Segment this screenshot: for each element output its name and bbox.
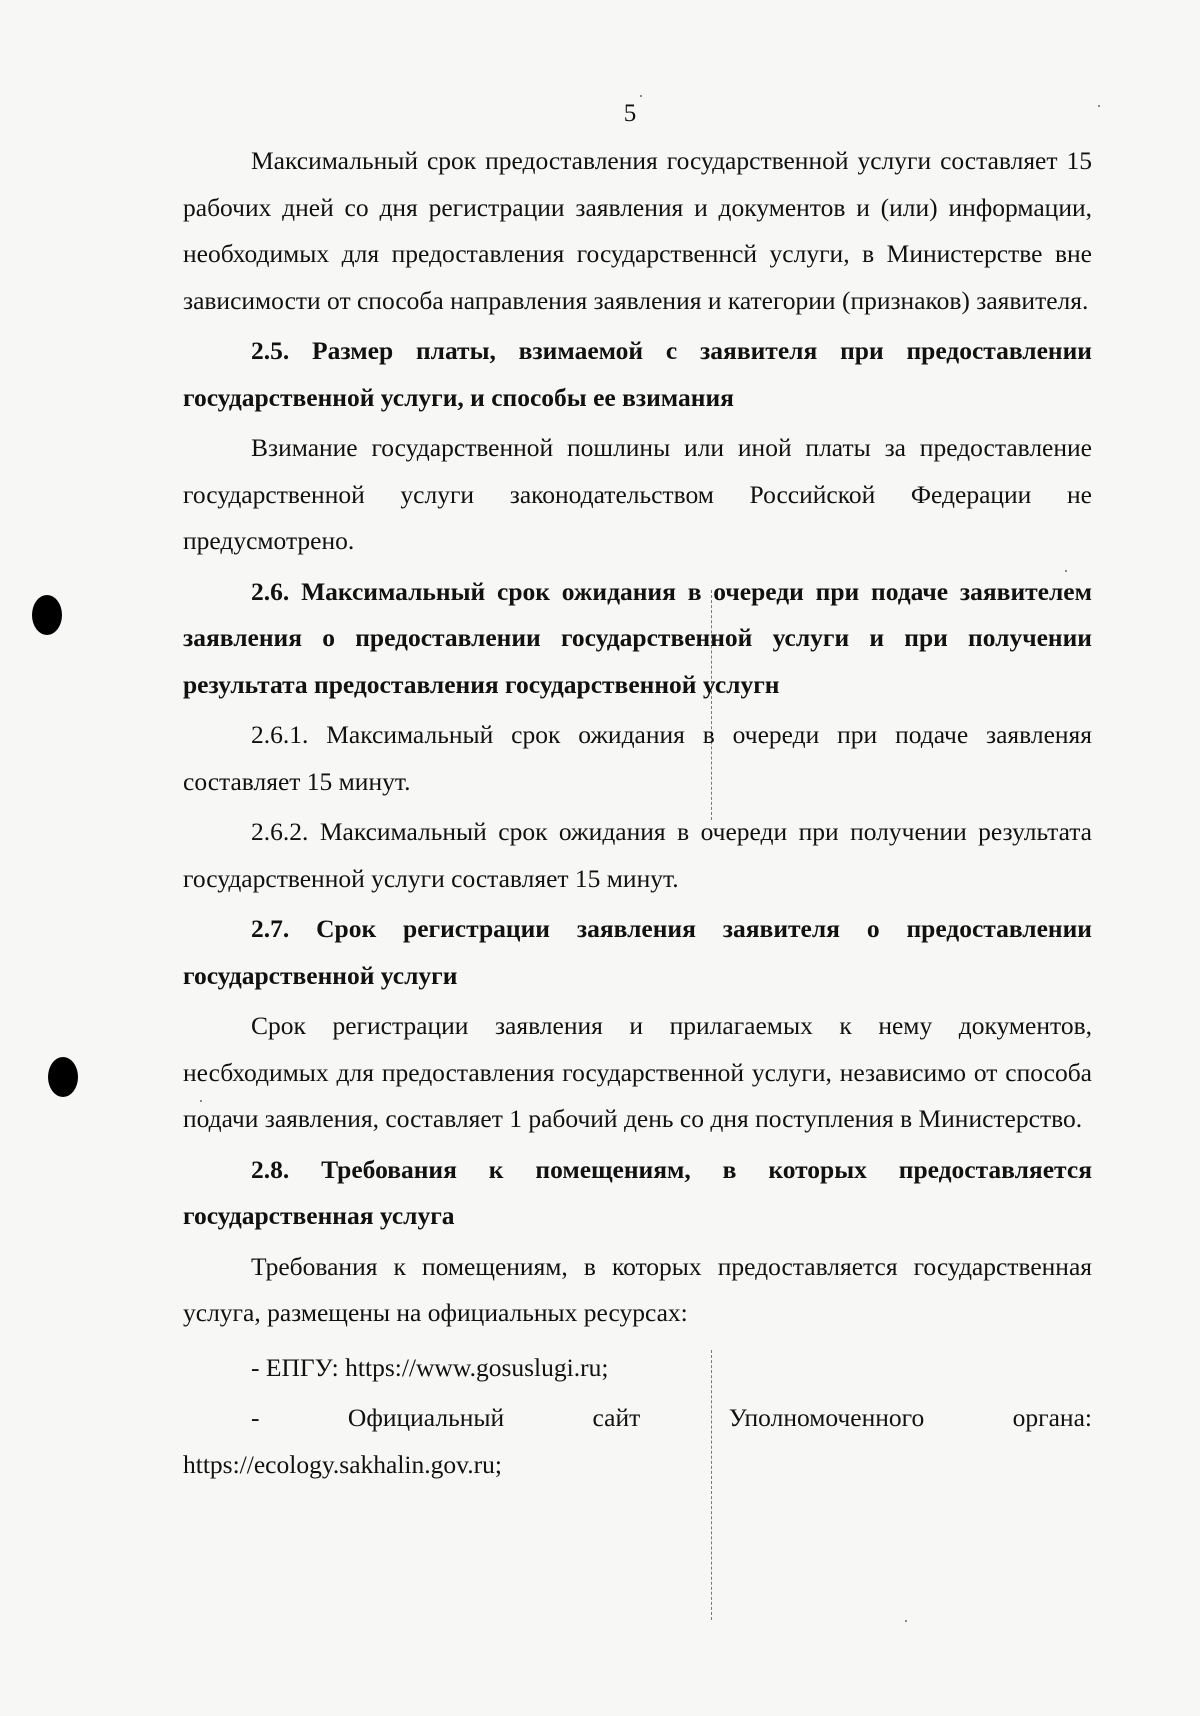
paragraph-2-6-2: 2.6.2. Максимальный срок ожидания в очереди при получении результата государственной услуги составляет 15 минут. — [183, 817, 1092, 893]
list-item-official-site — [183, 1395, 1092, 1442]
paragraph-2-6-1: 2.6.1. Максимальный срок ожидания в очереди при подаче заявленяя составляет 15 минут. — [183, 720, 1092, 796]
page-number: 5 — [623, 100, 637, 127]
official-site-url: https://ecology.sakhalin.gov.ru; — [183, 1449, 502, 1479]
heading-2-6: 2.6. Максимальный срок ожидания в очереди при подаче заявителем заявления о предоставлении государственной услуги и при получении результата предоставления государственной услугн — [183, 576, 1092, 699]
paragraph-premises: Требования к помещениям, в которых предоставляется государственная услуга, размещены на официальных ресурсах: — [183, 1251, 1092, 1327]
paragraph-max-term: Максимальный срок предоставления государственной услуги составляет 15 рабочих дней со дня регистрации заявления и документов и (или) информации, необходимых для предоставления государственнсй услуги, в Министерстве вне зависимости от способа направления заявления и категории (признаков) заявителя. — [183, 146, 1092, 315]
word: сайт — [592, 1403, 641, 1432]
list-item-epgu: - ЕПГУ: https://www.gosuslugi.ru; — [251, 1352, 609, 1382]
heading-2-8: 2.8. Требования к помещениям, в которых предоставляется государственная услуга — [183, 1154, 1092, 1230]
punch-hole-bottom — [48, 1057, 78, 1097]
paragraph-registration-term: Срок регистрации заявления и прилагаемых к нему документов, несбходимых для предоставления государственной услуги, независимо от способа подачи заявления, составляет 1 рабочий день со дня поступления в Министерство. — [183, 1011, 1092, 1133]
word: Официальный — [347, 1403, 505, 1432]
list-dash: - — [251, 1403, 260, 1432]
heading-2-5: 2.5. Размер платы, взимаемой с заявителя при предоставлении государственной услуги, и способы ее взимания — [183, 336, 1092, 412]
punch-hole-top — [32, 595, 62, 635]
scan-speck — [905, 1620, 907, 1622]
scan-speck — [640, 95, 642, 97]
word: Уполномоченного — [728, 1403, 925, 1432]
word: органа: — [1012, 1403, 1092, 1432]
document-body — [183, 138, 1092, 1488]
heading-2-7: 2.7. Срок регистрации заявления заявителя о предоставлении государственной услуги — [183, 914, 1092, 990]
paragraph-fee: Взимание государственной пошлины или иной платы за предоставление государственной услуги законодательством Российской Федерации не предусмотрено. — [183, 433, 1092, 555]
